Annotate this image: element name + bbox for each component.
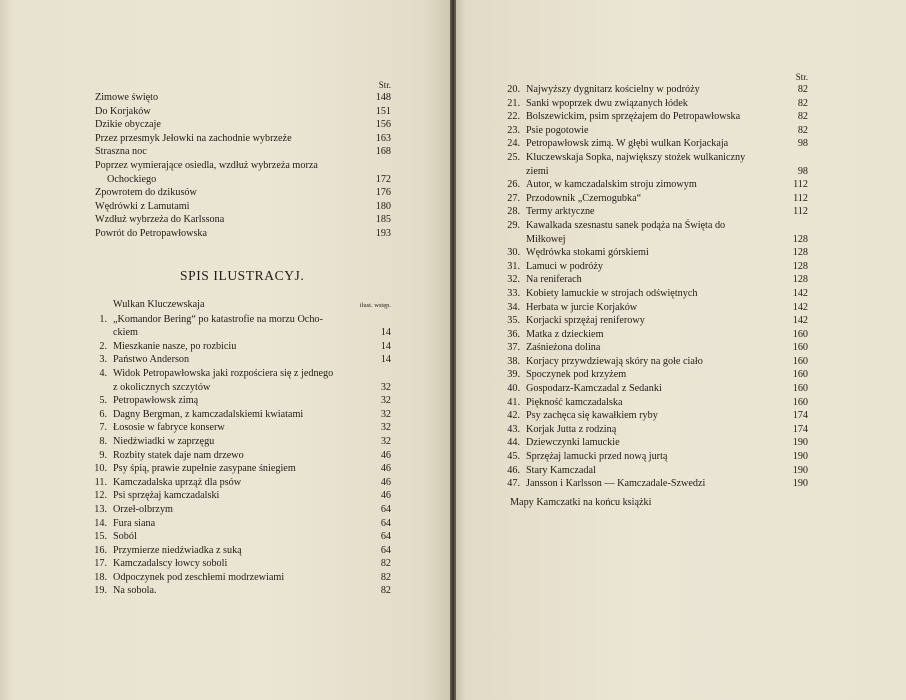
contents-entry (95, 91, 391, 105)
illustration-entry (85, 421, 391, 435)
illustration-title: Państwo Anderson (113, 354, 190, 366)
illustration-title: Gospodarz-Kamczadal z Sedanki (526, 383, 662, 395)
illustration-page-number: 174 (792, 410, 808, 422)
contents-page-number: 193 (375, 227, 391, 239)
illustration-entry (498, 137, 808, 151)
illustration-number: 38. (507, 355, 520, 367)
contents-entry (95, 159, 391, 173)
illustration-entry (498, 219, 808, 233)
illustration-title: Na reniferach (526, 274, 582, 286)
illustration-title: Niedźwiadki w zaprzęgu (113, 435, 215, 447)
illustration-entry (498, 382, 808, 396)
contents-title: Do Korjaków (95, 105, 151, 117)
illustration-page-number: 46 (380, 449, 391, 461)
illustration-title: Psie pogotowie (526, 124, 589, 136)
illustration-entry (498, 124, 808, 138)
illustration-number: 10. (94, 463, 107, 475)
illustration-page-number: 82 (797, 97, 808, 109)
illustration-number: 26. (507, 179, 520, 191)
contents-page-number: 163 (375, 132, 391, 144)
contents-page-number: 176 (375, 187, 391, 199)
illustration-title: Przymierze niedźwiadka z suką (113, 544, 242, 556)
illustration-number: 23. (507, 124, 520, 136)
illustration-entry (498, 246, 808, 260)
illustration-title: Sanki wpoprzek dwu związanych łódek (526, 97, 688, 109)
illustration-entry (498, 396, 808, 410)
illustration-title: Kamczadalscy łowcy soboli (113, 558, 228, 570)
illustration-page-number: 160 (792, 342, 808, 354)
illustration-number: 11. (94, 476, 107, 488)
illustration-number: 42. (507, 410, 520, 422)
illustration-number: 16. (94, 544, 107, 556)
illustration-number: 33. (507, 287, 520, 299)
illustration-title: Odpoczynek pod zeschłemi modrzewiami (113, 571, 285, 583)
illustration-entry (85, 489, 391, 503)
illustration-number: 3. (99, 354, 107, 366)
illustration-entry (85, 571, 391, 585)
illustration-page-number: 112 (793, 192, 808, 204)
illustration-entry (498, 83, 808, 97)
illustration-title: Herbata w jurcie Korjaków (526, 301, 638, 313)
contents-title: Wzdłuż wybrzeża do Karlssona (95, 214, 225, 226)
illustration-title: Wędrówka stokami górskiemi (526, 247, 649, 259)
contents-page-number: 185 (375, 214, 391, 226)
illustration-number: 14. (94, 517, 107, 529)
illustration-page-number: 142 (792, 315, 808, 327)
illustration-title: Termy arktyczne (526, 206, 595, 218)
illustration-entry (85, 476, 391, 490)
illustration-entry (85, 313, 391, 327)
illustration-page-number: 160 (792, 383, 808, 395)
illustration-number: 46. (507, 464, 520, 476)
illustration-title-continued: Miłkowej (526, 233, 566, 245)
illustration-page-number: 14 (380, 340, 391, 352)
illustration-number: 34. (507, 301, 520, 313)
illustration-title: Widok Petropawłowska jaki rozpościera się z jednego (113, 367, 334, 379)
illustration-entry (85, 557, 391, 571)
illustration-entry (498, 273, 808, 287)
maps-note: Mapy Kamczatki na końcu książki (510, 497, 652, 508)
illustration-entry (498, 450, 808, 464)
illustration-entry-continued (85, 326, 391, 340)
contents-page-number: 172 (375, 173, 391, 185)
illustration-number: 35. (507, 315, 520, 327)
illustration-page-number: 46 (380, 463, 391, 475)
illustration-entry (498, 464, 808, 478)
contents-title: Zimowe święto (95, 92, 159, 103)
illustration-title: Rozbity statek daje nam drzewo (113, 449, 244, 461)
illustration-number: 7. (99, 422, 107, 434)
illustration-title-continued: z okolicznych szczytów (113, 381, 211, 393)
illustrations-title: SPIS ILUSTRACYJ. (180, 268, 305, 283)
illustration-entry (498, 260, 808, 274)
illustration-title: Kluczewskaja Sopka, największy stożek wulkaniczny (526, 151, 746, 163)
illustration-entry (498, 355, 808, 369)
contents-title: Dzikie obyczaje (95, 119, 161, 131)
illustration-page-number: 190 (792, 464, 808, 476)
illustration-page-number: 98 (797, 138, 808, 150)
illustration-number: 25. (507, 151, 520, 163)
illustration-entry (498, 328, 808, 342)
illustration-number: 44. (507, 437, 520, 449)
contents-title: Powrót do Petropawłowska (95, 227, 208, 239)
illustration-number: 31. (507, 260, 520, 272)
illustration-number: 8. (99, 435, 107, 447)
illustration-number: 9. (99, 449, 107, 461)
illustration-title: Korjacy przywdziewają skóry na gołe ciało (526, 355, 703, 367)
illustration-page-number: 174 (792, 423, 808, 435)
illustration-entry (498, 287, 808, 301)
illustration-entry (85, 584, 391, 598)
illustration-entry (85, 544, 391, 558)
illustration-title: Fura siana (113, 517, 156, 529)
illustration-number: 1. (99, 313, 107, 325)
illustration-title: Matka z dzieckiem (526, 328, 604, 340)
illustration-page-number: 160 (792, 396, 808, 408)
illustration-entry (498, 409, 808, 423)
illustration-title: Kobiety lamuckie w strojach odświętnych (526, 287, 698, 299)
illustration-title: Jansson i Karlsson — Kamczadale-Szwedzi (526, 478, 706, 490)
contents-entry (95, 132, 391, 146)
contents-page-header: Str. (378, 80, 391, 90)
illustration-page-number: 112 (793, 179, 808, 191)
illustration-title: Autor, w kamczadalskim stroju zimowym (526, 179, 697, 191)
frontispiece-entry (85, 298, 391, 313)
illustration-page-number: 160 (792, 369, 808, 381)
illustration-title: Piękność kamczadalska (526, 396, 623, 408)
illustration-page-number: 82 (797, 84, 808, 95)
illustration-entry (498, 192, 808, 206)
illustration-title: Na sobola. (113, 585, 157, 597)
contents-title: Poprzez wymierające osiedla, wzdłuż wybrzeża morza (95, 159, 318, 171)
frontispiece-page: ilust. wstęp. (359, 302, 391, 309)
illustration-title: Orzeł-olbrzym (113, 503, 173, 515)
illustration-page-number: 64 (380, 531, 391, 543)
illustration-page-number: 128 (792, 260, 808, 272)
illustration-number: 36. (507, 328, 520, 340)
illustration-title: Psi sprzężaj kamczadalski (113, 490, 220, 502)
illustration-number: 37. (507, 342, 520, 354)
illustration-title: Przodownik „Czernogubka“ (526, 192, 642, 204)
contents-title-continued: Ochockiego (107, 173, 157, 185)
illustration-entry (85, 367, 391, 381)
illustration-title: Zaśnieżona dolina (526, 342, 601, 354)
contents-entry-continued (95, 173, 391, 187)
illustration-entry-continued (498, 165, 808, 179)
illustration-page-number: 64 (380, 544, 391, 556)
contents-title: Zpowrotem do dzikusów (95, 187, 197, 199)
illustration-entry (85, 340, 391, 354)
illustration-entry (498, 301, 808, 315)
illustration-entry (498, 110, 808, 124)
illustration-page-number: 32 (380, 381, 391, 393)
illustration-number: 47. (507, 478, 520, 490)
illustration-title: Najwyższy dygnitarz kościelny w podróży (526, 84, 700, 95)
illustration-entry-continued (498, 233, 808, 247)
illustration-entry (85, 462, 391, 476)
illustration-title-continued: ziemi (526, 165, 549, 177)
illustration-entry (498, 436, 808, 450)
illustration-number: 29. (507, 219, 520, 231)
contents-list (95, 80, 391, 241)
illustration-number: 5. (99, 395, 107, 407)
illustration-page-number: 82 (797, 124, 808, 136)
illustration-title: Soból (113, 531, 137, 543)
illustration-entry (498, 477, 808, 491)
illustration-page-number: 46 (380, 490, 391, 502)
illustration-entry (498, 151, 808, 165)
illustration-number: 12. (94, 490, 107, 502)
contents-title: Straszna noc (95, 146, 147, 158)
illustration-page-number: 64 (380, 517, 391, 529)
illustration-page-number: 98 (797, 165, 808, 177)
contents-entry (95, 213, 391, 227)
contents-page-number: 148 (375, 92, 391, 103)
illustrations-list-left (85, 298, 391, 598)
illustration-title: Petropawłowsk zimą (113, 395, 199, 407)
illustration-entry (498, 178, 808, 192)
illustration-number: 18. (94, 571, 107, 583)
illustration-number: 13. (94, 503, 107, 515)
illustration-title: Petropawłowsk zimą. W głębi wulkan Korjackaja (526, 138, 729, 150)
illustration-title-continued: ckiem (113, 327, 138, 339)
illustration-title: Dagny Bergman, z kamczadalskiemi kwiatami (113, 408, 304, 420)
illustration-title: Lamuci w podróży (526, 260, 603, 272)
illustration-page-number: 160 (792, 328, 808, 340)
illustration-entry (85, 408, 391, 422)
illustration-title: Spoczynek pod krzyżem (526, 369, 627, 381)
contents-entry (95, 145, 391, 159)
illustration-number: 27. (507, 192, 520, 204)
illustration-page-number: 160 (792, 355, 808, 367)
illustration-number: 40. (507, 383, 520, 395)
illustration-entry (498, 314, 808, 328)
contents-page-number: 156 (375, 119, 391, 131)
illustration-entry (498, 205, 808, 219)
contents-entry (95, 118, 391, 132)
illustration-title: Mieszkanie nasze, po rozbiciu (113, 340, 237, 352)
contents-title: Przez przesmyk Jełowki na zachodnie wybrzeże (95, 132, 292, 144)
illustration-title: Sprzężaj lamucki przed nową jurtą (526, 451, 668, 463)
illustration-title: Kamczadalska uprząż dla psów (113, 476, 242, 488)
illustration-number: 28. (507, 206, 520, 218)
illustration-page-number: 32 (380, 408, 391, 420)
illustration-entry (85, 530, 391, 544)
illustration-title: Psy zachęca się kawałkiem ryby (526, 410, 658, 422)
illustration-page-number: 32 (380, 435, 391, 447)
illustration-page-number: 82 (380, 571, 391, 583)
illustration-page-number: 112 (793, 206, 808, 218)
illustration-page-number: 128 (792, 247, 808, 259)
contents-entry (95, 186, 391, 200)
illustration-page-number: 46 (380, 476, 391, 488)
illustration-entry-continued (85, 381, 391, 395)
illustration-page-number: 128 (792, 233, 808, 245)
illustration-number: 15. (94, 531, 107, 543)
illustration-page-number: 142 (792, 301, 808, 313)
contents-page-number: 151 (375, 105, 391, 117)
illustration-title: Korjak Jutta z rodziną (526, 423, 617, 435)
contents-page-number: 168 (375, 146, 391, 158)
illustration-page-number: 190 (792, 478, 808, 490)
illustration-entry (498, 368, 808, 382)
illustration-number: 4. (99, 367, 107, 379)
illustration-number: 2. (99, 340, 107, 352)
contents-entry (95, 200, 391, 214)
illustration-number: 19. (94, 585, 107, 597)
illustration-page-number: 82 (797, 111, 808, 123)
illustration-page-number: 190 (792, 451, 808, 463)
illustration-page-number: 32 (380, 395, 391, 407)
illustration-page-number: 64 (380, 503, 391, 515)
illustration-entry (85, 517, 391, 531)
illustration-entry (85, 449, 391, 463)
illustration-number: 32. (507, 274, 520, 286)
illustration-number: 20. (507, 84, 520, 95)
illustration-number: 45. (507, 451, 520, 463)
contents-entry (95, 105, 391, 119)
illustration-page-number: 14 (380, 354, 391, 366)
illustration-title: Korjacki sprzężaj reniferowy (526, 315, 645, 327)
illustration-number: 41. (507, 396, 520, 408)
illustration-entry (85, 394, 391, 408)
illustration-title: Stary Kamczadal (526, 464, 596, 476)
illustration-entry (85, 353, 391, 367)
contents-title: Wędrówki z Lamutami (95, 200, 190, 212)
illustrations-list-right (498, 72, 808, 491)
illustration-page-number: 142 (792, 287, 808, 299)
illustration-title: Bolszewickim, psim sprzężajem do Petropawłowska (526, 111, 741, 123)
illustration-page-number: 32 (380, 422, 391, 434)
illustration-number: 43. (507, 423, 520, 435)
illustration-title: Dziewczynki lamuckie (526, 437, 620, 449)
illustration-number: 17. (94, 558, 107, 570)
illustration-page-number: 14 (380, 327, 391, 339)
illustration-entry (498, 423, 808, 437)
illustration-page-number: 82 (380, 558, 391, 570)
right-page-header: Str. (795, 72, 808, 82)
illustration-title: Łososie w fabryce konserw (113, 422, 225, 434)
illustration-page-number: 82 (380, 585, 391, 597)
illustration-number: 21. (507, 97, 520, 109)
frontispiece-title: Wulkan Kluczewskaja (113, 299, 205, 310)
illustration-entry (85, 503, 391, 517)
illustration-number: 30. (507, 247, 520, 259)
illustration-page-number: 190 (792, 437, 808, 449)
illustration-title: Kawalkada szesnastu sanek podąża na Święta do (526, 219, 726, 231)
illustration-number: 22. (507, 111, 520, 123)
illustration-entry (85, 435, 391, 449)
illustration-entry (498, 97, 808, 111)
illustration-number: 39. (507, 369, 520, 381)
illustration-title: Psy śpią, prawie zupełnie zasypane śniegiem (113, 463, 296, 475)
illustration-title: „Komandor Bering“ po katastrofie na morzu Ocho- (113, 313, 323, 325)
illustration-number: 24. (507, 138, 520, 150)
illustration-number: 6. (99, 408, 107, 420)
illustration-page-number: 128 (792, 274, 808, 286)
contents-entry (95, 227, 391, 241)
contents-page-number: 180 (375, 200, 391, 212)
illustration-entry (498, 341, 808, 355)
